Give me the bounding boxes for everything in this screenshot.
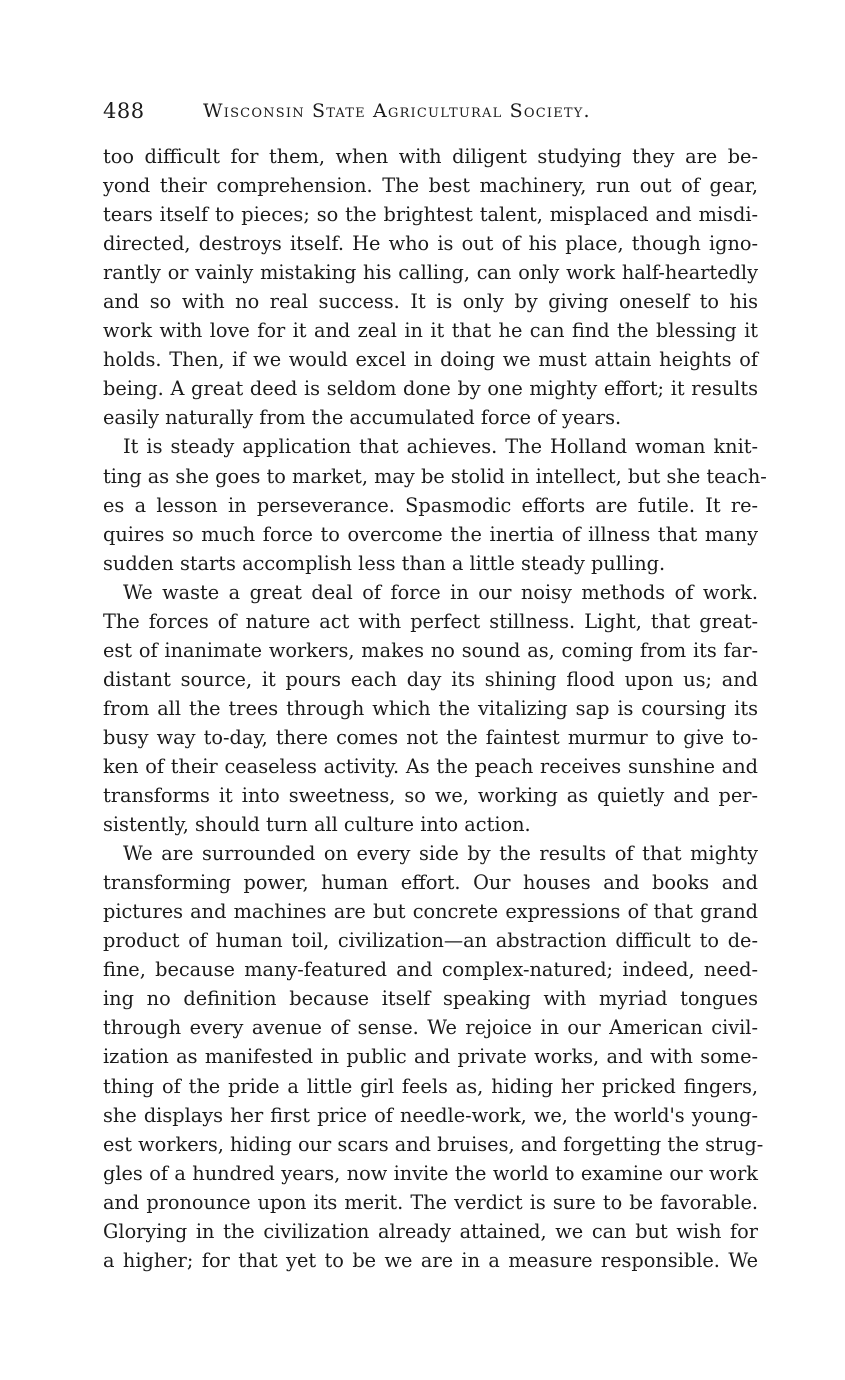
text-line: rantly or vainly mistaking his calling, can only work half-heartedly xyxy=(103,261,758,285)
text-line: sudden starts accomplish less than a little steady pulling. xyxy=(103,551,666,575)
text-line: directed, destroys itself. He who is out of his place, though igno- xyxy=(103,232,758,256)
text-line: ken of their ceaseless activity. As the peach receives sunshine and xyxy=(103,754,758,778)
text-line: being. A great deed is seldom done by one mighty effort; it results xyxy=(103,377,758,401)
text-line: she displays her first price of needle-work, we, the world's young- xyxy=(103,1103,758,1127)
text-line: fine, because many-featured and complex-natured; indeed, need- xyxy=(103,958,758,982)
text-line: tears itself to pieces; so the brightest talent, misplaced and misdi- xyxy=(103,203,758,227)
text-line: yond their comprehension. The best machinery, run out of gear, xyxy=(103,174,758,198)
text-line: gles of a hundred years, now invite the world to examine our work xyxy=(103,1161,758,1185)
text-line: Glorying in the civilization already attained, we can but wish for xyxy=(103,1219,758,1243)
text-line: ization as manifested in public and private works, and with some- xyxy=(103,1045,758,1069)
text-line: and pronounce upon its merit. The verdict is sure to be favorable. xyxy=(103,1190,758,1214)
text-line: est workers, hiding our scars and bruises, and forgetting the strug- xyxy=(103,1132,764,1156)
page-number: 488 xyxy=(103,99,145,123)
paragraph xyxy=(103,578,758,839)
text-line: We waste a great deal of force in our noisy methods of work. xyxy=(123,580,758,604)
text-line: and so with no real success. It is only by giving oneself to his xyxy=(103,290,758,314)
text-line: sistently, should turn all culture into action. xyxy=(103,813,531,837)
text-line: busy way to-day, there comes not the faintest murmur to give to- xyxy=(103,725,758,749)
text-line: holds. Then, if we would excel in doing we must attain heights of xyxy=(103,348,758,372)
text-line: transforming power, human effort. Our houses and books and xyxy=(103,871,758,895)
paragraph xyxy=(103,432,767,577)
text-line: est of inanimate workers, makes no sound as, coming from its far- xyxy=(103,638,758,662)
text-line: ing no definition because itself speaking with myriad tongues xyxy=(103,987,758,1011)
text-line: work with love for it and zeal in it that he can find the blessing it xyxy=(103,319,758,343)
text-line: We are surrounded on every side by the results of that mighty xyxy=(123,842,758,866)
text-line: ting as she goes to market, may be stolid in intellect, but she teach- xyxy=(103,464,767,488)
text-line: from all the trees through which the vitalizing sap is coursing its xyxy=(103,696,758,720)
text-line: through every avenue of sense. We rejoice in our American civil- xyxy=(103,1016,758,1040)
body-text xyxy=(103,142,767,1275)
text-line: distant source, it pours each day its shining flood upon us; and xyxy=(103,667,758,691)
paragraph xyxy=(103,839,764,1275)
text-line: transforms it into sweetness, so we, working as quietly and per- xyxy=(103,784,758,808)
text-line: thing of the pride a little girl feels as, hiding her pricked fingers, xyxy=(103,1074,758,1098)
text-line: product of human toil, civilization—an abstraction difficult to de- xyxy=(103,929,758,953)
paragraph xyxy=(103,142,758,432)
text-line: a higher; for that yet to be we are in a measure responsible. We xyxy=(103,1248,758,1272)
page-header xyxy=(103,96,759,126)
text-line: It is steady application that achieves. The Holland woman knit- xyxy=(123,435,758,459)
text-line: pictures and machines are but concrete expressions of that grand xyxy=(103,900,758,924)
text-line: The forces of nature act with perfect stillness. Light, that great- xyxy=(103,609,758,633)
text-line: too difficult for them, when with diligent studying they are be- xyxy=(103,145,758,168)
text-line: quires so much force to overcome the inertia of illness that many xyxy=(103,522,758,546)
running-head: Wisconsin State Agricultural Society. xyxy=(203,100,591,122)
text-line: es a lesson in perseverance. Spasmodic efforts are futile. It re- xyxy=(103,493,758,517)
text-line: easily naturally from the accumulated force of years. xyxy=(103,406,622,430)
